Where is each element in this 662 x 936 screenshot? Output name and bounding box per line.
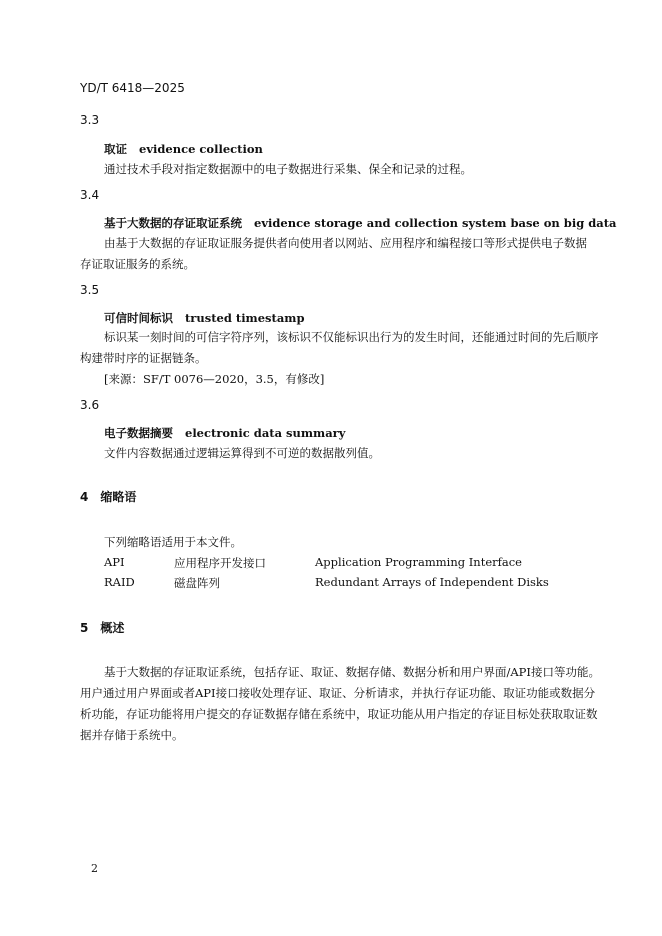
- definition-text: 构建带时序的证据链条。: [80, 351, 207, 365]
- section-title: 概述: [100, 621, 125, 635]
- clause-number: 3.5: [80, 283, 100, 297]
- term-zh: 电子数据摘要: [104, 426, 173, 440]
- abbreviation-term: API: [104, 555, 125, 569]
- definition-text: 存证取证服务的系统。: [80, 257, 195, 271]
- overview-text: 基于大数据的存证取证系统，包括存证、取证、数据存储、数据分析和用户界面/API接口等功能。: [104, 665, 600, 679]
- clause-number: 3.3: [80, 113, 100, 127]
- abbreviation-term: RAID: [104, 575, 135, 589]
- term-heading: [104, 425, 345, 441]
- definition-text: 由基于大数据的存证取证服务提供者向使用者以网站、应用程序和编程接口等形式提供电子数据: [104, 236, 587, 250]
- term-en: trusted timestamp: [185, 311, 305, 325]
- clause-number: 3.4: [80, 188, 100, 202]
- term-zh: 可信时间标识: [104, 311, 173, 325]
- clause-number: 3.6: [80, 398, 100, 412]
- term-en: evidence storage and collection system base on big data: [254, 216, 617, 230]
- definition-text: 标识某一刻时间的可信字符序列，该标识不仅能标识出行为的发生时间，还能通过时间的先后顺序: [104, 330, 599, 344]
- overview-text: 析功能，存证功能将用户提交的存证数据存储在系统中，取证功能从用户指定的存证目标处获取取证数: [80, 707, 598, 721]
- term-heading: [104, 141, 263, 157]
- term-heading: [104, 310, 305, 326]
- source-note: [来源：SF/T 0076—2020，3.5，有修改]: [104, 372, 325, 386]
- abbreviation-zh: 应用程序开发接口: [174, 556, 266, 570]
- section-title: 缩略语: [100, 490, 137, 504]
- overview-text: 据并存储于系统中。: [80, 728, 184, 742]
- abbreviations-intro: 下列缩略语适用于本文件。: [104, 535, 242, 549]
- overview-text: 用户通过用户界面或者API接口接收处理存证、取证、分析请求，并执行存证功能、取证功能或数据分: [80, 686, 596, 700]
- abbreviation-zh: 磁盘阵列: [174, 576, 220, 590]
- section-heading: [80, 488, 136, 505]
- definition-text: 文件内容数据通过逻辑运算得到不可逆的数据散列值。: [104, 446, 380, 460]
- definition-text: 通过技术手段对指定数据源中的电子数据进行采集、保全和记录的过程。: [104, 162, 472, 176]
- section-number: 5: [80, 621, 89, 635]
- abbreviation-en: Redundant Arrays of Independent Disks: [315, 575, 549, 589]
- section-heading: [80, 619, 124, 636]
- term-en: electronic data summary: [185, 426, 346, 440]
- page-number: 2: [91, 862, 98, 875]
- abbreviation-en: Application Programming Interface: [315, 555, 522, 569]
- section-number: 4: [80, 490, 89, 504]
- document-code: YD/T 6418—2025: [80, 81, 185, 95]
- term-zh: 取证: [104, 142, 127, 156]
- term-zh: 基于大数据的存证取证系统: [104, 216, 242, 230]
- term-en: evidence collection: [139, 142, 263, 156]
- term-heading: [104, 215, 617, 231]
